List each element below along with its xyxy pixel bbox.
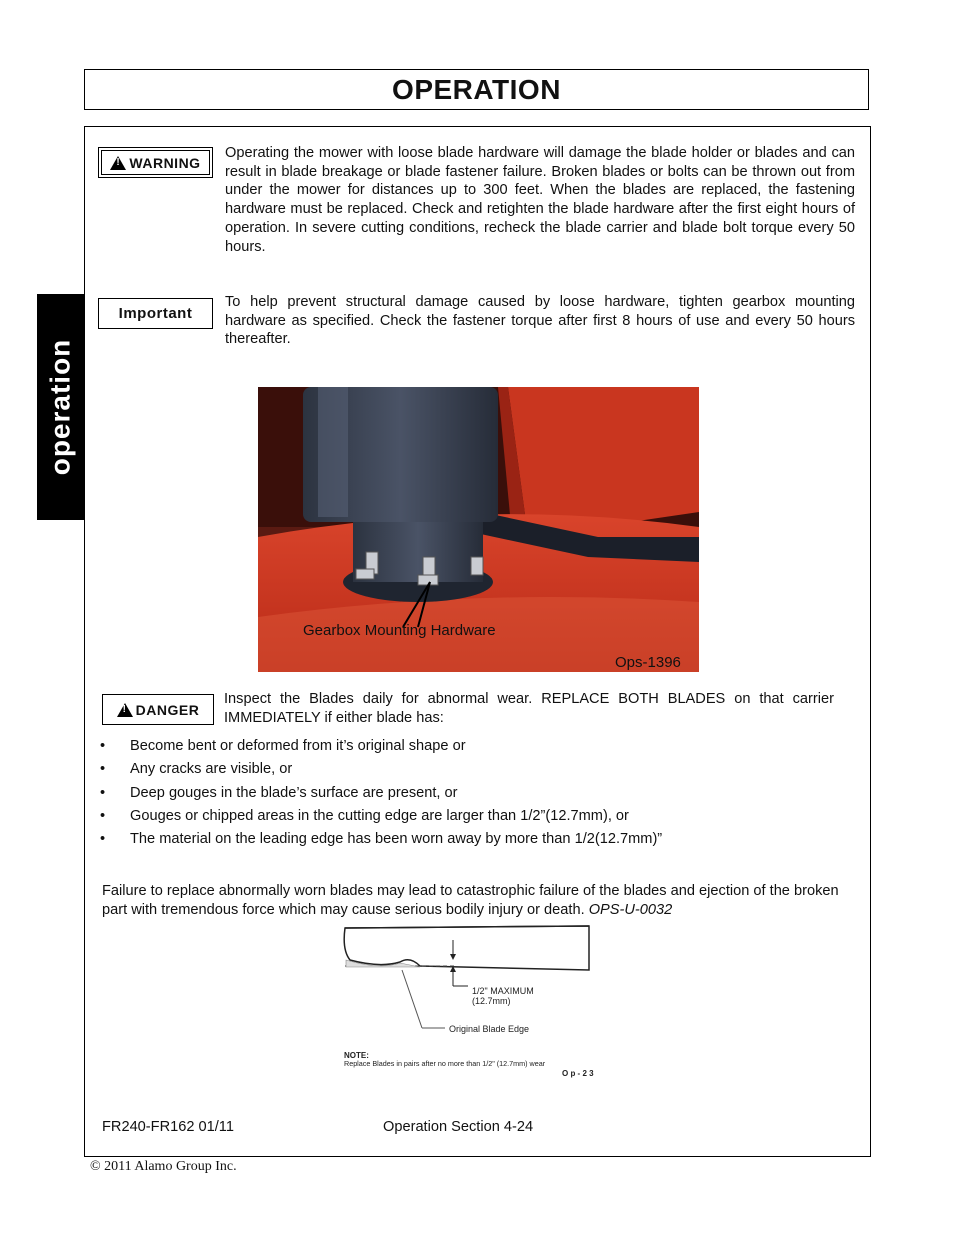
list-item-text: Gouges or chipped areas in the cutting edge are larger than 1/2”(12.7mm), or — [130, 807, 629, 824]
danger-badge — [102, 694, 214, 725]
list-item-text: The material on the leading edge has been worn away by more than 1/2(12.7mm)” — [130, 831, 663, 848]
side-tab-label: operation — [44, 338, 76, 476]
bullet-glyph: • — [100, 761, 106, 778]
blade-wear-drawing — [340, 920, 600, 1085]
gearbox-illustration — [258, 387, 699, 672]
danger-text: Inspect the Blades daily for abnormal wear. REPLACE BOTH BLADES on that carrier IMMEDIATELY if either blade has: — [224, 691, 834, 726]
list-item-text: Become bent or deformed from it’s original shape or — [130, 738, 466, 754]
bullet-glyph: • — [100, 738, 106, 754]
list-item-text: Deep gouges in the blade’s surface are present, or — [130, 784, 458, 801]
important-badge-label: Important — [118, 305, 193, 322]
important-text: To help prevent structural damage caused by loose hardware, tighten gearbox mounting hardware as specified. Check the fastener torque after first 8 hours of use and every 50 hours thereafter. — [225, 294, 855, 348]
blade-wear-diagram — [340, 920, 600, 1085]
important-badge — [98, 298, 213, 329]
photo-ref: Ops-1396 — [615, 654, 681, 671]
max-metric: (12.7mm) — [472, 996, 511, 1006]
failure-paragraph — [102, 882, 842, 919]
list-item-text: Any cracks are visible, or — [130, 761, 293, 778]
photo-caption: Gearbox Mounting Hardware — [303, 622, 496, 639]
page-title: OPERATION — [392, 73, 561, 105]
footer-section: Operation Section 4-24 — [383, 1119, 534, 1135]
copyright: © 2011 Alamo Group Inc. — [90, 1159, 237, 1174]
warning-triangle-icon — [110, 156, 126, 170]
danger-badge-label: DANGER — [135, 701, 200, 718]
side-tab — [37, 294, 84, 520]
note-text: Replace Blades in pairs after no more than 1/2" (12.7mm) wear — [344, 1059, 546, 1068]
bullet-glyph: • — [100, 784, 106, 801]
failure-text: Failure to replace abnormally worn blades may lead to catastrophic failure of the blades and ejection of the broken part with tremendous force which may cause serious bodily injury or death. — [102, 883, 839, 918]
header-box — [84, 69, 869, 110]
warning-text: Operating the mower with loose blade hardware will damage the blade holder or blades and can result in blade breakage or blade fastener failure. Broken blades or bolts can be thrown out from under the mower for distances up to 300 feet. When the blades are replaced, the fastening hardware must be replaced. Check and retighten the blade hardware after the first eight hours of operation. In severe cutting conditions, recheck the blade carrier and blade bolt torque every 50 hours. — [225, 145, 855, 255]
warning-badge — [98, 147, 213, 178]
edge-label: Original Blade Edge — [449, 1024, 530, 1034]
bullet-glyph: • — [100, 807, 106, 824]
danger-triangle-icon — [117, 703, 133, 717]
diagram-ref: O p - 2 3 — [562, 1069, 594, 1078]
footer-model: FR240-FR162 01/11 — [102, 1119, 234, 1135]
bullet-glyph: • — [100, 831, 106, 848]
failure-ref: OPS-U-0032 — [588, 901, 673, 918]
note-title: NOTE: — [344, 1051, 369, 1060]
gearbox-photo — [258, 387, 699, 672]
max-label: 1/2" MAXIMUM — [472, 986, 534, 996]
warning-badge-label: WARNING — [129, 154, 201, 171]
